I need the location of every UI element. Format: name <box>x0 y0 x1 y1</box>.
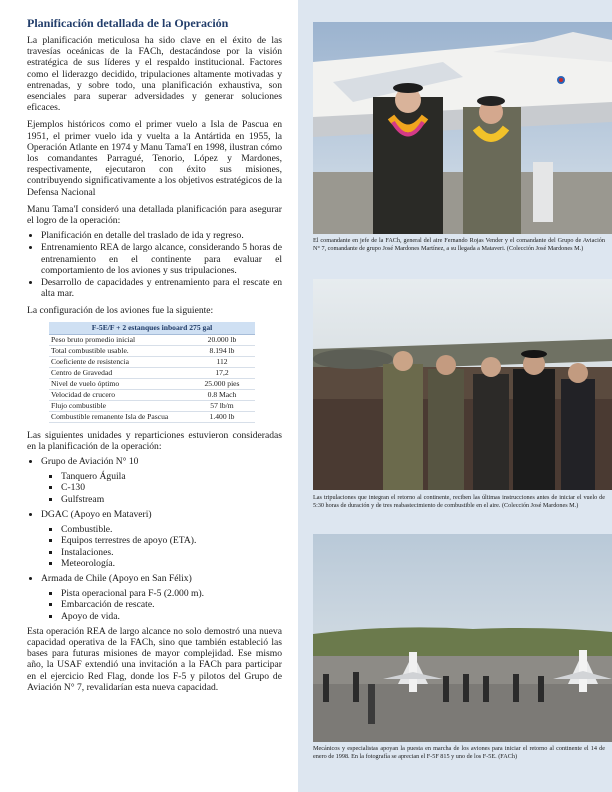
arrival-photo-illustration <box>313 22 612 234</box>
units-intro: Las siguientes unidades y reparticiones estuvieron consideradas en la planificación de la operación: <box>27 429 282 452</box>
table-row <box>49 334 255 345</box>
unit-name: Armada de Chile (Apoyo en San Félix) <box>41 572 192 584</box>
caption-crews: Las tripulaciones que integran el retorno al continente, reciben las últimas instrucciones antes de iniciar el vuelo de 5:30 horas de duración y de tres reabastecimiento de combustible en el aire. (Colección José Mardones M.) <box>313 494 605 509</box>
list-item: ▪ Equipos terrestres de apoyo (ETA). <box>61 535 282 546</box>
intro-paragraph: La planificación meticulosa ha sido clave en el éxito de las travesías oceánicas de la FACh, destacándose por la visión estratégica de sus líderes y el respaldo institucional. Factores como el liderazgo decidido, tripulaciones altamente motivadas y entrenadas, y sobre todo, una planificación exhaustiva, son esenciales para superar adversidades y generar soluciones eficaces. <box>27 35 282 114</box>
list-item: ▪ Gulfstream <box>61 494 282 505</box>
aircraft-config-table <box>49 322 255 423</box>
row-value: 20.000 lb <box>189 334 255 345</box>
row-value: 25.000 pies <box>189 378 255 389</box>
unit-item <box>41 573 282 622</box>
row-value: 8.194 lb <box>189 345 255 356</box>
list-item: ▪ Tanquero Águila <box>61 471 282 482</box>
photo-crews <box>313 279 612 490</box>
unit-item <box>41 456 282 505</box>
list-item: • Desarrollo de capacidades y entrenamiento para el rescate en alta mar. <box>41 277 282 299</box>
unit-sublist <box>41 524 282 569</box>
list-item: ▪ Embarcación de rescate. <box>61 599 282 610</box>
row-label: Centro de Gravedad <box>49 367 189 378</box>
row-label: Coeficiente de resistencia <box>49 356 189 367</box>
closing-paragraph: Esta operación REA de largo alcance no solo demostró una nueva capacidad operativa de la FACh, sino que también estableció las bases para futuras misiones de mayor complejidad. Ese mismo año, la USAF extendió una invitación a la FACh para participar en el ejercicio Red Flag, donde los F-5 y pilotos del Grupo de Aviación N° 7, revalidarían esta nueva capacidad. <box>27 625 282 693</box>
list-item: ▪ Instalaciones. <box>61 547 282 558</box>
table-header: F-5E/F + 2 estanques inboard 275 gal <box>49 322 255 335</box>
row-value: 1.400 lb <box>189 411 255 422</box>
list-item: ▪ Pista operacional para F-5 (2.000 m). <box>61 588 282 599</box>
row-value: 112 <box>189 356 255 367</box>
row-label: Combustible remanente Isla de Pascua <box>49 411 189 422</box>
table-row <box>49 400 255 411</box>
row-value: 17,2 <box>189 367 255 378</box>
row-label: Peso bruto promedio inicial <box>49 334 189 345</box>
row-label: Nivel de vuelo óptimo <box>49 378 189 389</box>
table-row <box>49 378 255 389</box>
unit-sublist <box>41 471 282 505</box>
list-item: • Planificación en detalle del traslado de ida y regreso. <box>41 230 282 241</box>
row-label: Flujo combustible <box>49 400 189 411</box>
planning-list <box>27 230 282 299</box>
photo-arrival <box>313 22 612 234</box>
caption-ramp: Mecánicos y especialistas apoyan la puesta en marcha de los aviones para iniciar el retorno al continente el 14 de enero de 1998. En la fotografía se aprecian el F-5F 815 y uno de los F-5E. (FACh) <box>313 745 605 760</box>
config-intro: La configuración de los aviones fue la siguiente: <box>27 305 214 317</box>
list-item: ▪ Combustible. <box>61 524 282 535</box>
list-item: ▪ Meteorología. <box>61 558 282 569</box>
photo-ramp <box>313 534 612 742</box>
unit-name: DGAC (Apoyo en Mataveri) <box>41 508 152 520</box>
unit-name: Grupo de Aviación N° 10 <box>41 456 139 468</box>
planning-paragraph: Manu Tama'I consideró una detallada planificación para asegurar el logro de la operación: <box>27 203 282 227</box>
table-row <box>49 367 255 378</box>
table-row <box>49 411 255 422</box>
units-list <box>27 456 282 622</box>
ramp-photo-illustration <box>313 534 612 742</box>
row-label: Total combustible usable. <box>49 345 189 356</box>
row-value: 57 lb/m <box>189 400 255 411</box>
row-value: 0.8 Mach <box>189 389 255 400</box>
table-row <box>49 389 255 400</box>
list-item: ▪ Apoyo de vida. <box>61 611 282 622</box>
list-item: • Entrenamiento REA de largo alcance, considerando 5 horas de entrenamiento en el continente para evaluar el comportamiento de los aviones y sus tripulaciones. <box>41 242 282 276</box>
table-row <box>49 345 255 356</box>
article-body <box>27 16 282 699</box>
crews-photo-illustration <box>313 279 612 490</box>
section-title: Planificación detallada de la Operación <box>27 16 229 30</box>
row-label: Velocidad de crucero <box>49 389 189 400</box>
unit-item <box>41 509 282 569</box>
table-row <box>49 356 255 367</box>
list-item: ▪ C-130 <box>61 482 282 493</box>
unit-sublist <box>41 588 282 622</box>
history-paragraph: Ejemplos históricos como el primer vuelo a Isla de Pascua en 1951, el primer vuelo ida y vuelta a la Antártida en 1955, la Operación Atlante en 1974 y Manu Tama'I en 1998, ilustran cómo los comandantes Parragué, Tenorio, López y Mardones, respectivamente, ejecutaron con éxito sus misiones, contribuyendo significativamente a los objetivos estratégicos de la Defensa Nacional <box>27 119 282 198</box>
caption-arrival: El comandante en jefe de la FACh, general del aire Fernando Rojas Vender y el comandante del Grupo de Aviación N° 7, comandante de grupo José Mardones Martínez, a su llegada a Mataveri. (Colección José Mardones M.) <box>313 237 605 252</box>
